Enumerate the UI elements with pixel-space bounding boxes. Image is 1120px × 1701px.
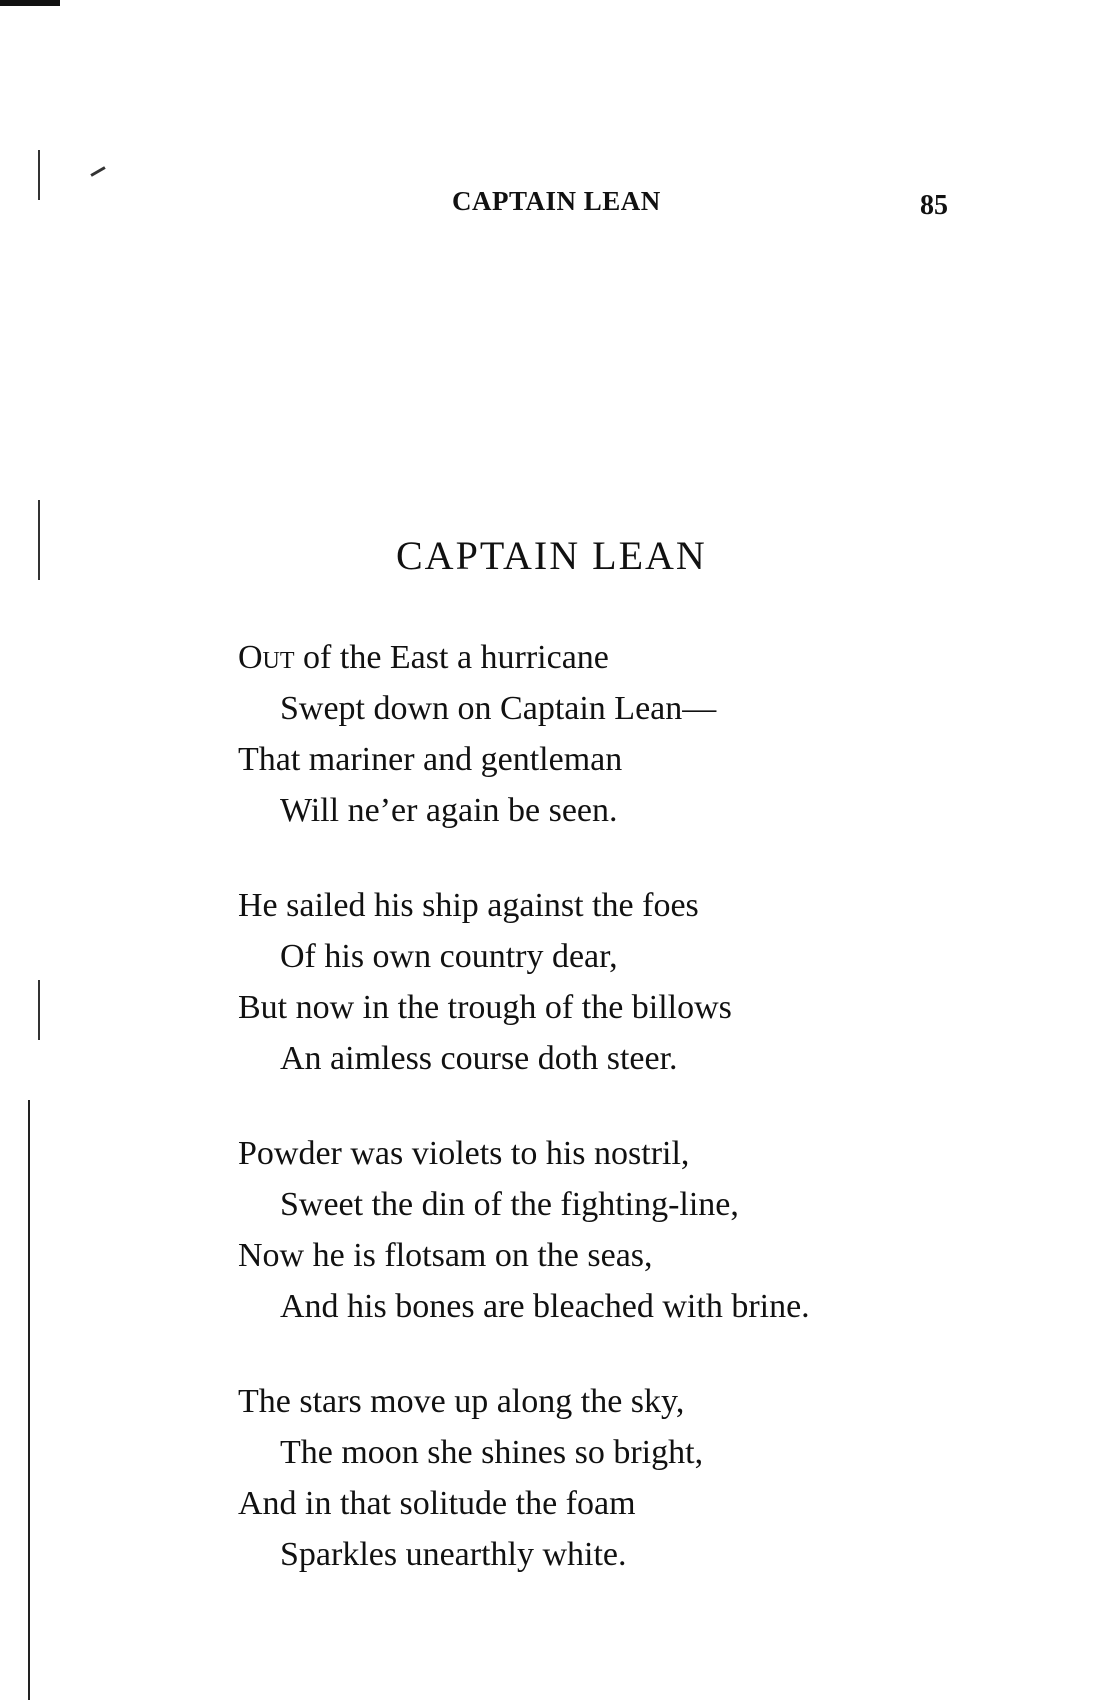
poem-line: And in that solitude the foam: [238, 1485, 636, 1522]
poem-line: And his bones are bleached with brine.: [280, 1288, 810, 1325]
poem-line: Sweet the din of the fighting-line,: [280, 1186, 739, 1223]
poem-body: [238, 632, 998, 1624]
poem-line: Of his own country dear,: [280, 938, 618, 975]
poem-title: CAPTAIN LEAN: [396, 533, 707, 578]
stanza: [238, 632, 998, 836]
margin-mark: [38, 980, 40, 1040]
poem-line: Sparkles unearthly white.: [280, 1536, 627, 1573]
stanza: [238, 880, 998, 1084]
poem-line: Will ne’er again be seen.: [280, 792, 618, 829]
poem-line: The stars move up along the sky,: [238, 1383, 685, 1420]
page-number: 85: [920, 190, 948, 221]
poem-line: [238, 632, 998, 683]
poem-line: Now he is flotsam on the seas,: [238, 1237, 653, 1274]
poem-line: Swept down on Captain Lean—: [280, 690, 717, 727]
page-edge-line: [28, 1100, 30, 1700]
running-head: CAPTAIN LEAN: [452, 186, 661, 216]
margin-mark: [90, 166, 105, 177]
stanza: [238, 1376, 998, 1580]
poem-line: The moon she shines so bright,: [280, 1434, 704, 1471]
poem-line: But now in the trough of the billows: [238, 989, 732, 1026]
scan-artifact: [0, 0, 60, 6]
poem-line: That mariner and gentleman: [238, 741, 623, 778]
poem-line: He sailed his ship against the foes: [238, 887, 699, 924]
poem-line: An aimless course doth steer.: [280, 1040, 678, 1077]
margin-mark: [38, 150, 40, 200]
margin-mark: [38, 500, 40, 580]
first-word: Out: [238, 639, 295, 676]
stanza: [238, 1128, 998, 1332]
poem-line-text: of the East a hurricane: [294, 639, 609, 676]
poem-line: Powder was violets to his nostril,: [238, 1135, 690, 1172]
